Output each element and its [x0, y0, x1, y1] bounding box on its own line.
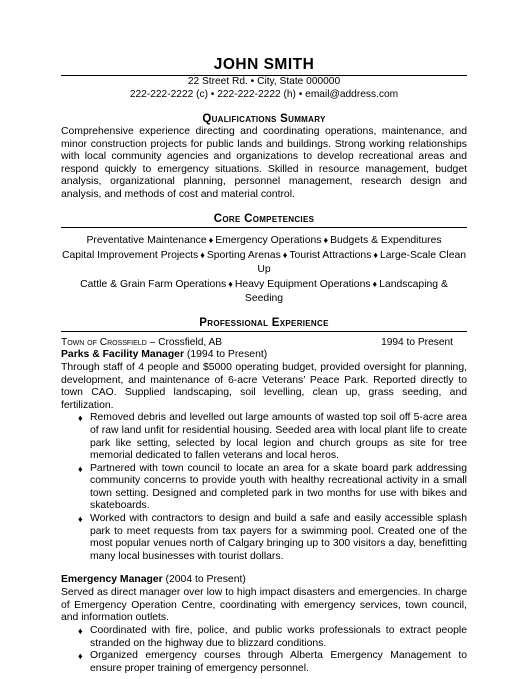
job-summary: Through staff of 4 people and $5000 operating budget, provided oversight for planning, development, and maintenance of 6-acre Veterans’ Peace Park. Reported directly to town CAO. Supplied landscaping, soil levelling, clean up, grass seeding, and fertilization. [61, 361, 467, 411]
diamond-bullet-icon: ♦ [78, 413, 83, 424]
competency-item: Heavy Equipment Operations [234, 278, 371, 290]
employer-name: Town of Crossfield [61, 336, 147, 348]
list-item: ♦ Worked with contractors to design and build a safe and easily accessible splash park to meet requests from tax payers for a swimming pool. Created one of the most popular venues north of Calgary bringing up to 300 visitors a day, benefitting many local businesses with tourist dollars. [78, 513, 467, 562]
competency-item: Cattle & Grain Farm Operations [80, 278, 227, 290]
job-title-line [61, 349, 467, 362]
diamond-icon: ♦ [372, 278, 378, 289]
competency-item: Tourist Attractions [289, 249, 372, 261]
competency-row-2 [61, 248, 467, 277]
experience-section [61, 316, 467, 676]
resume-header [61, 56, 467, 101]
address-line: 22 Street Rd. • City, State 000000 [187, 76, 341, 87]
qualifications-text: Comprehensive experience directing and coordinating operations, maintenance, and minor construction projects for public lands and buildings. Strong working relationships with local community agencies and organizations to develop recreational areas and respond quickly to emergency situations. Skilled in resource management, budget analysis, organizational planning, personnel management, research design and analysis, and methods of cost and material control. [61, 126, 467, 200]
phones-email-line: 222-222-2222 (c) • 222-222-2222 (h) • email@address.com [129, 88, 399, 100]
experience-title: Professional Experience [61, 316, 467, 332]
competencies-list [61, 233, 467, 306]
employment-dates: 1994 to Present [381, 336, 453, 348]
diamond-icon: ♦ [282, 249, 288, 260]
list-item: ♦ Organized emergency courses through Alberta Emergency Management to ensure proper training of emergency personnel. [78, 650, 467, 674]
competency-item: Capital Improvement Projects [61, 249, 199, 261]
job-period: (1994 to Present) [186, 349, 268, 361]
job-period: (2004 to Present) [165, 574, 246, 586]
qualifications-title: Qualifications Summary [202, 113, 326, 125]
job-summary: Served as direct manager over low to high impact disasters and emergencies. In charge of Emergency Operation Centre, coordinating with emergency services, town council, and information outlets. [61, 587, 467, 624]
job-bullets [61, 412, 467, 563]
job-title-line [61, 574, 467, 587]
list-item: ♦ Coordinated with fire, police, and public works professionals to extract people stranded on the highway due to blizzard conditions. [78, 625, 467, 649]
competency-item: Landscaping & Seeding [244, 278, 448, 304]
diamond-bullet-icon: ♦ [78, 651, 83, 662]
job-bullets [61, 625, 467, 675]
list-item: ♦ Partnered with town council to locate an area for a skate board park addressing community concerns to provide youth with healthy recreational activity in a small town setting. Designed and completed park in two months for use with bikes and skateboards. [78, 462, 467, 512]
job-title: Emergency Manager [61, 574, 163, 586]
competency-item: Emergency Operations [215, 234, 322, 246]
competency-item: Preventative Maintenance [86, 234, 207, 246]
employer-line [61, 337, 467, 350]
list-item: ♦ Removed debris and levelled out large amounts of wasted top soil off 5-acre area of raw land unfit for residential housing. Seeded area with local plant life to create park like setting, selected by local legion and church groups as site for tree memorial dedicated to fallen veterans and local heros. [78, 412, 467, 462]
diamond-icon: ♦ [200, 249, 205, 260]
diamond-icon: ♦ [323, 234, 329, 245]
diamond-icon: ♦ [208, 234, 214, 245]
diamond-icon: ♦ [373, 249, 378, 260]
diamond-bullet-icon: ♦ [78, 626, 83, 637]
candidate-name: JOHN SMITH [213, 56, 315, 73]
competencies-title: Core Competencies [61, 212, 467, 228]
competencies-section [61, 212, 467, 306]
competency-item: Budgets & Expenditures [330, 234, 442, 246]
competency-item: Sporting Arenas [206, 249, 281, 261]
diamond-bullet-icon: ♦ [78, 463, 83, 474]
employer-location: – Crossfield, AB [149, 336, 223, 348]
competency-row-1 [61, 233, 467, 248]
job-title: Parks & Facility Manager [61, 349, 185, 361]
qualifications-section [61, 112, 467, 202]
diamond-icon: ♦ [228, 278, 233, 289]
competency-row-3 [61, 277, 467, 306]
diamond-bullet-icon: ♦ [78, 514, 83, 525]
competency-item: Large-Scale Clean Up [257, 249, 467, 275]
